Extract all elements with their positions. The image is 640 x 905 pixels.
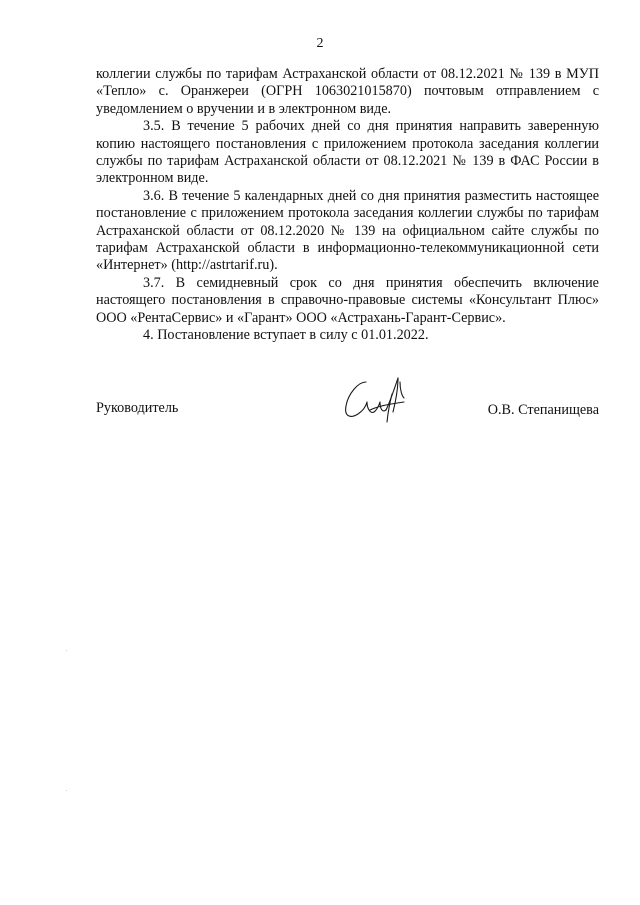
paragraph-3-5: 3.5. В течение 5 рабочих дней со дня принятия направить заверенную копию настоящего постановления с приложением протокола заседания коллегии службы по тарифам Астраханской области от 08.12.2021 № 139 в ФАС России в электронном виде.	[96, 118, 599, 187]
paragraph-3-6: 3.6. В течение 5 календарных дней со дня принятия разместить настоящее постановление с приложением протокола заседания коллегии службы по тарифам Астраханской области от 08.12.2020 № 139 на официальном сайте службы по тарифам Астраханской области в информационно-телекоммуникационной сети «Интернет» (http://astrtarif.ru).	[96, 187, 599, 274]
document-body	[96, 66, 599, 345]
scan-speck	[66, 650, 67, 651]
handwritten-signature	[340, 372, 410, 428]
signatory-role: Руководитель	[96, 400, 179, 416]
signature-block	[96, 372, 599, 432]
paragraph-4: 4. Постановление вступает в силу с 01.01.2022.	[143, 327, 429, 344]
paragraph-3-7: 3.7. В семидневный срок со дня принятия обеспечить включение настоящего постановления в справочно-правовые системы «Консультант Плюс» ООО «РентаСервис» и «Гарант» ООО «Астрахань-Гарант-Сервис».	[96, 274, 599, 326]
signatory-name: О.В. Степанищева	[487, 402, 599, 418]
paragraph-continuation: коллегии службы по тарифам Астраханской области от 08.12.2021 № 139 в МУП «Тепло» с. Оранжереи (ОГРН 1063021015870) почтовым отправлением с уведомлением о вручении и в электронном виде.	[96, 66, 599, 117]
page-number: 2	[316, 36, 324, 51]
scan-speck	[66, 790, 67, 791]
